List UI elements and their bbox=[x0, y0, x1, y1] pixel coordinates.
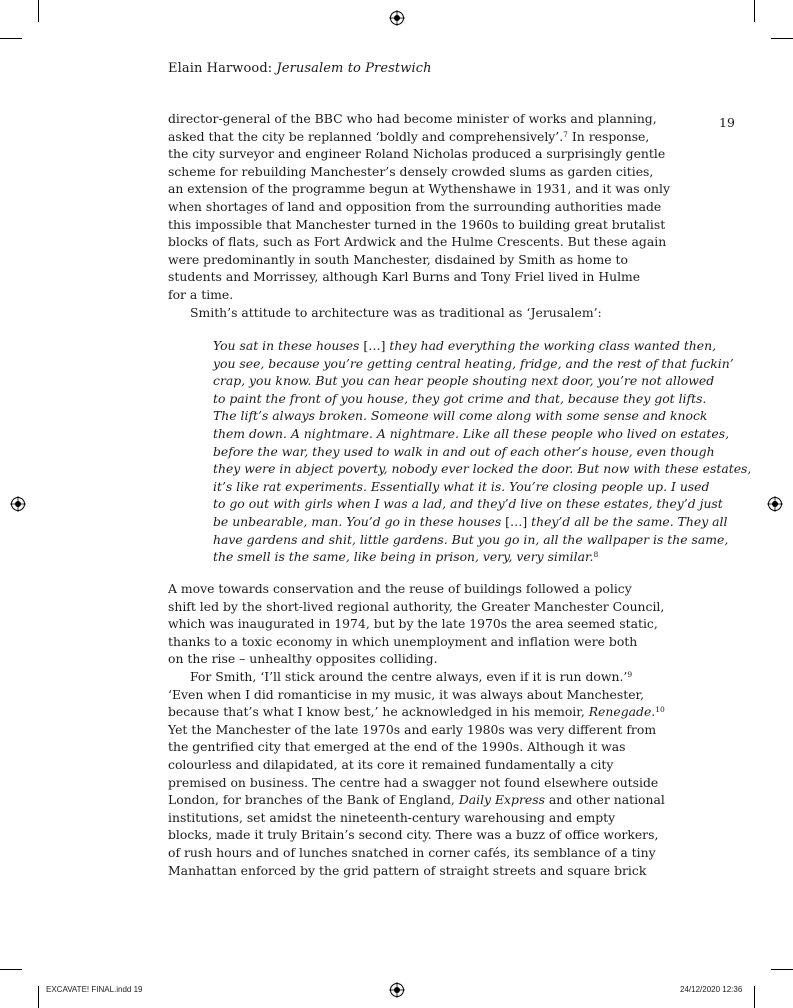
registration-mark-icon bbox=[389, 10, 405, 26]
registration-mark-icon bbox=[389, 982, 405, 998]
text-line: because that’s what I know best,’ he acknowledged in his memoir, Renegade.$^{10}$ bbox=[168, 704, 665, 720]
text-line: students and Morrissey, although Karl Burns and Tony Friel lived in Hulme bbox=[168, 269, 641, 285]
text-line: were predominantly in south Manchester, disdained by Smith as home to bbox=[168, 251, 628, 267]
text-line: the gentrified city that emerged at the end of the 1990s. Although it was bbox=[168, 739, 626, 755]
running-head bbox=[168, 61, 432, 76]
text-line: the city surveyor and engineer Roland Nicholas produced a surprisingly gentle bbox=[168, 146, 666, 162]
footnote-ref: 7 bbox=[563, 129, 568, 139]
text-line: institutions, set amidst the nineteenth-century warehousing and empty bbox=[168, 809, 616, 825]
text-line: Smith’s attitude to architecture was as traditional as ‘Jerusalem’: bbox=[190, 304, 602, 320]
text-line: premised on business. The centre had a swagger not found elsewhere outside bbox=[168, 774, 659, 790]
crop-mark bbox=[754, 0, 755, 22]
text-line: this impossible that Manchester turned in the 1960s to building great brutalist bbox=[168, 216, 666, 232]
quote-line: the smell is the same, like being in prison, very, very similar.$^8$ bbox=[213, 549, 599, 565]
quote-line: they were in abject poverty, nobody ever locked the door. But now with these estates, bbox=[213, 461, 752, 477]
crop-mark bbox=[771, 38, 793, 39]
quote-line: You sat in these houses […] they had everything the working class wanted then, bbox=[213, 338, 717, 353]
crop-mark bbox=[38, 986, 39, 1008]
quote-line: The lift’s always broken. Someone will come along with some sense and knock bbox=[213, 408, 708, 424]
quote-line: to go out with girls when I was a lad, and they’d live on these estates, they’d just bbox=[213, 496, 723, 512]
quote-line: you see, because you’re getting central heating, fridge, and the rest of that fuckin’ bbox=[213, 355, 734, 371]
paragraph-3 bbox=[168, 580, 665, 879]
footnote-ref: 9 bbox=[627, 669, 633, 679]
quote-line: before the war, they used to walk in and out of each other’s house, even though bbox=[213, 443, 715, 459]
registration-mark-icon bbox=[10, 496, 26, 512]
page-number: 19 bbox=[719, 115, 735, 130]
text-line: asked that the city be replanned ‘boldly and comprehensively’.$^7$ In response, bbox=[168, 128, 650, 144]
text-line: London, for branches of the Bank of England, Daily Express and other national bbox=[168, 792, 665, 808]
crop-mark bbox=[771, 969, 793, 970]
text-line: blocks, made it truly Britain’s second city. There was a buzz of office workers, bbox=[168, 827, 659, 843]
quote-line: have gardens and shit, little gardens. But you go in, all the wallpaper is the same, bbox=[213, 531, 729, 547]
text-line: thanks to a toxic economy in which unemployment and inflation were both bbox=[168, 633, 638, 649]
text-line: blocks of flats, such as Fort Ardwick and the Hulme Crescents. But these again bbox=[168, 234, 667, 250]
block-quote bbox=[213, 337, 752, 566]
footnote-ref: 10 bbox=[655, 705, 665, 715]
text-line: which was inaugurated in 1974, but by the late 1970s the area seemed static, bbox=[168, 616, 658, 632]
crop-mark bbox=[754, 986, 755, 1008]
text-line: when shortages of land and opposition from the surrounding authorities made bbox=[168, 198, 662, 214]
running-head-title: Jerusalem to Prestwich bbox=[276, 61, 432, 76]
quote-line: to paint the front of you house, they got crime and that, because they got lifts. bbox=[213, 390, 707, 406]
text-line: A move towards conservation and the reuse of buildings followed a policy bbox=[168, 581, 632, 596]
quote-line: it’s like rat experiments. Essentially what it is. You’re closing people up. I used bbox=[213, 478, 710, 494]
registration-mark-icon bbox=[767, 496, 783, 512]
text-line: Manhattan enforced by the grid pattern of straight streets and square brick bbox=[168, 862, 647, 878]
text-line: of rush hours and of lunches snatched in corner cafés, its semblance of a tiny bbox=[168, 844, 656, 860]
text-line: For Smith, ‘I’ll stick around the centre always, even if it is run down.’$^9$ bbox=[190, 668, 633, 684]
quote-line: them down. A nightmare. A nightmare. Like all these people who lived on estates, bbox=[213, 425, 730, 441]
crop-mark bbox=[0, 969, 22, 970]
text-line: shift led by the short-lived regional authority, the Greater Manchester Council, bbox=[168, 598, 665, 614]
text-line: ‘Even when I did romanticise in my music, it was always about Manchester, bbox=[168, 686, 645, 702]
footnote-ref: 8 bbox=[593, 550, 599, 560]
text-line: an extension of the programme begun at Wythenshawe in 1931, and it was only bbox=[168, 181, 671, 197]
text-line: Yet the Manchester of the late 1970s and early 1980s was very different from bbox=[168, 721, 657, 737]
slug-date-info: 24/12/2020 12:36 bbox=[680, 985, 743, 994]
text-line: director-general of the BBC who had become minister of works and planning, bbox=[168, 111, 657, 126]
text-line: on the rise – unhealthy opposites colliding. bbox=[168, 651, 438, 667]
running-head-author: Elain Harwood: bbox=[168, 61, 273, 76]
slug-file-info: EXCAVATE! FINAL.indd 19 bbox=[46, 985, 143, 994]
text-line: for a time. bbox=[168, 286, 234, 302]
crop-mark bbox=[38, 0, 39, 22]
text-line: scheme for rebuilding Manchester’s densely crowded slums as garden cities, bbox=[168, 163, 654, 179]
quote-line: crap, you know. But you can hear people shouting next door, you’re not allowed bbox=[213, 373, 715, 389]
paragraph-1 bbox=[168, 110, 671, 321]
crop-mark bbox=[0, 38, 22, 39]
quote-line: be unbearable, man. You’d go in these houses […] they’d all be the same. They all bbox=[213, 513, 728, 529]
text-line: colourless and dilapidated, at its core it remained fundamentally a city bbox=[168, 756, 614, 772]
